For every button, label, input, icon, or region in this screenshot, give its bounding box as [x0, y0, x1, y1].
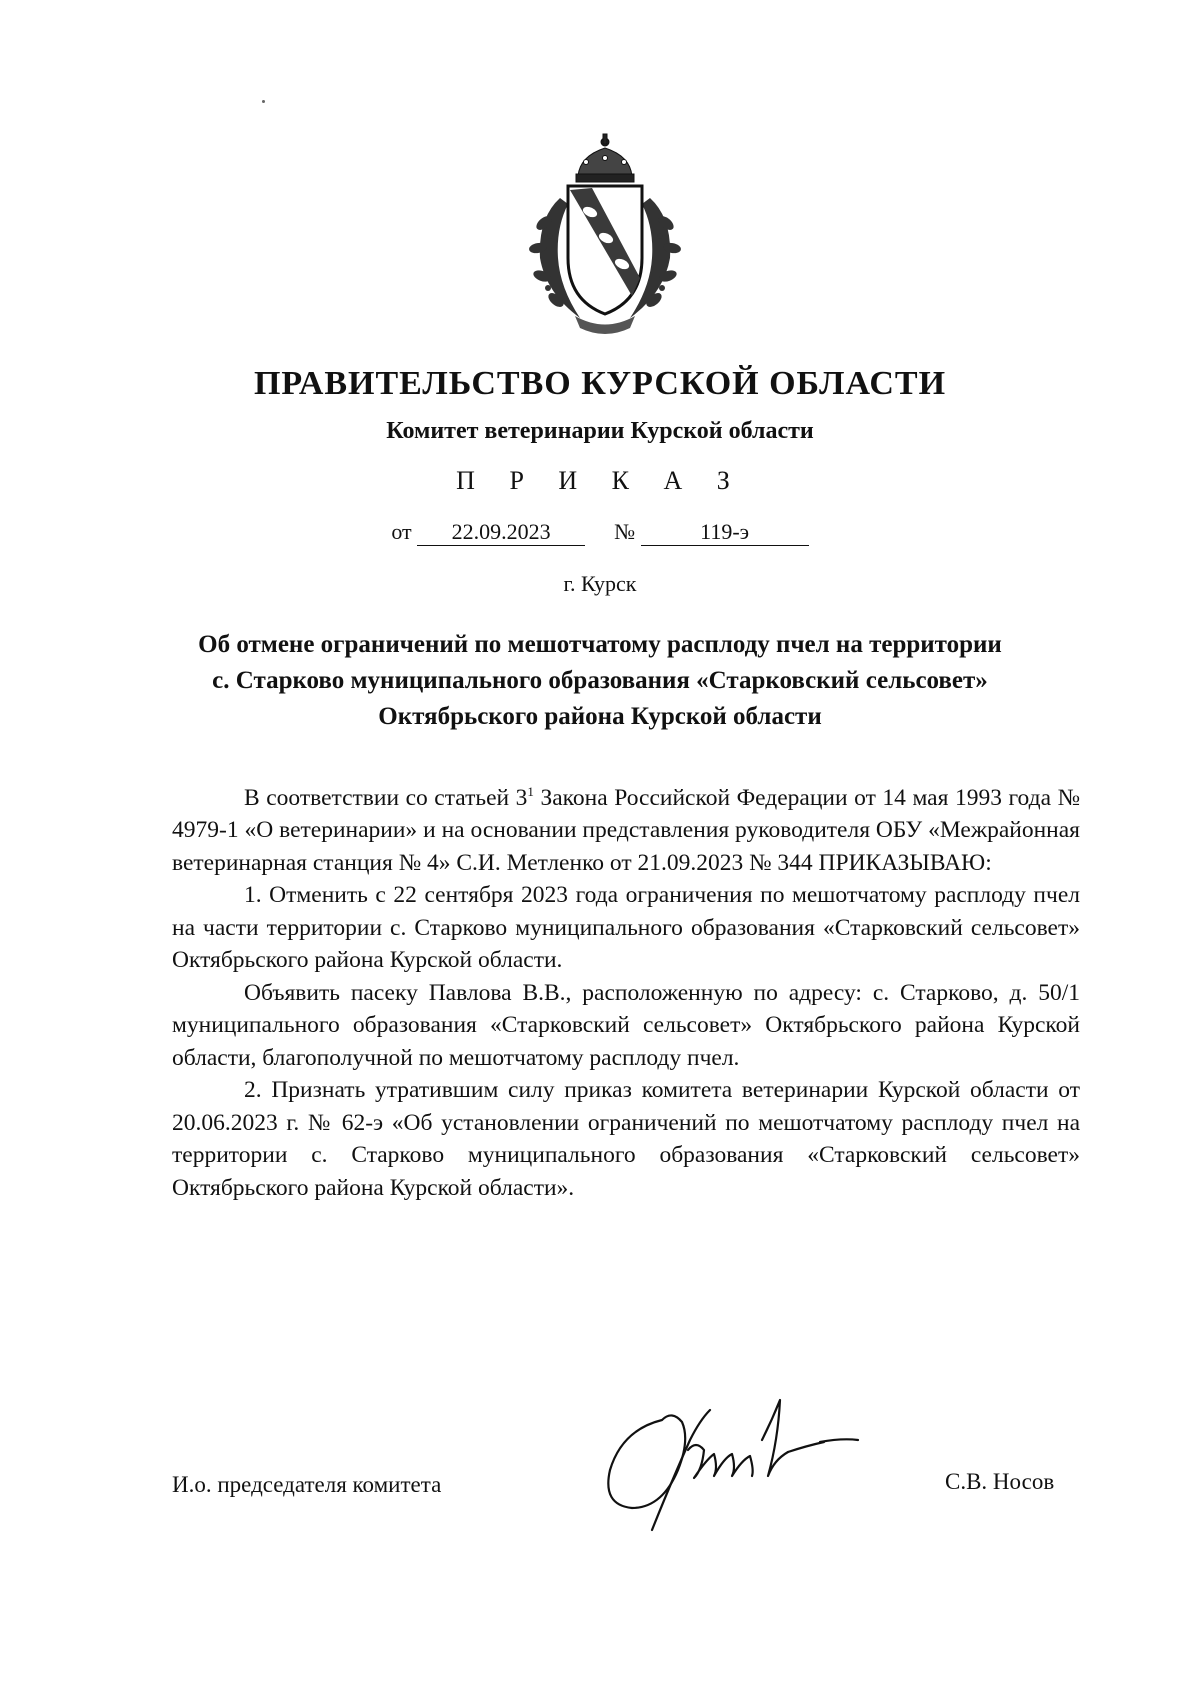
- preamble-text-a: В соответствии со статьей 3: [244, 784, 528, 811]
- signatory-name: С.В. Носов: [945, 1469, 1055, 1494]
- body-paragraph-preamble: [172, 776, 1080, 879]
- subject-line-1: Об отмене ограничений по мешотчатому расплоду пчел на территории: [198, 631, 1002, 658]
- date-prefix: от: [391, 519, 412, 544]
- subject-line-2: с. Старково муниципального образования «Старковский сельсовет»: [212, 667, 988, 694]
- scan-speck: [262, 100, 265, 103]
- article-superscript: 1: [527, 784, 534, 799]
- body-paragraph-item-1: 1. Отменить с 22 сентября 2023 года ограничения по мешотчатому расплоду пчел на части территории с. Старково муниципального образования «Старковский сельсовет» Октябрьского района Курской области.: [172, 882, 1080, 974]
- kursk-coat-of-arms-emblem: [520, 128, 690, 338]
- order-heading: П Р И К А З: [456, 466, 744, 495]
- government-title: ПРАВИТЕЛЬСТВО КУРСКОЙ ОБЛАСТИ: [253, 365, 947, 402]
- order-number: 119-э: [641, 519, 809, 546]
- preamble-text-b: Закона Российской Федерации от 14 мая 1993 года № 4979-1 «О ветеринарии» и на основании представления руководителя ОБУ «Межрайонная ветеринарная станция № 4» С.И. Метленко от 21.09.2023 № 344 ПРИКАЗЫВАЮ:: [172, 784, 1080, 876]
- number-sign: №: [614, 519, 636, 544]
- body-paragraph-item-2: 2. Признать утратившим силу приказ комитета ветеринарии Курской области от 20.06.2023 г. № 62-э «Об установлении ограничений по мешотчатому расплоду пчел на территории с. Старково муниципального образования «Старковский сельсовет» Октябрьского района Курской области».: [172, 1077, 1080, 1201]
- body-paragraph-apiary: Объявить пасеку Павлова В.В., расположенную по адресу: с. Старково, д. 50/1 муниципального образования «Старковский сельсовет» Октябрьского района Курской области, благополучной по мешотчатому расплоду пчел.: [172, 979, 1080, 1071]
- order-subject: [0, 627, 1200, 735]
- subject-line-3: Октябрьского района Курской области: [378, 703, 822, 730]
- handwritten-signature: [592, 1380, 912, 1540]
- signatory-role: И.о. председателя комитета: [172, 1472, 442, 1497]
- order-date: 22.09.2023: [417, 519, 585, 546]
- committee-name: Комитет ветеринарии Курской области: [386, 418, 814, 444]
- city: г. Курск: [563, 571, 637, 596]
- order-date-number-line: [0, 519, 1200, 546]
- order-body: [172, 776, 1080, 1204]
